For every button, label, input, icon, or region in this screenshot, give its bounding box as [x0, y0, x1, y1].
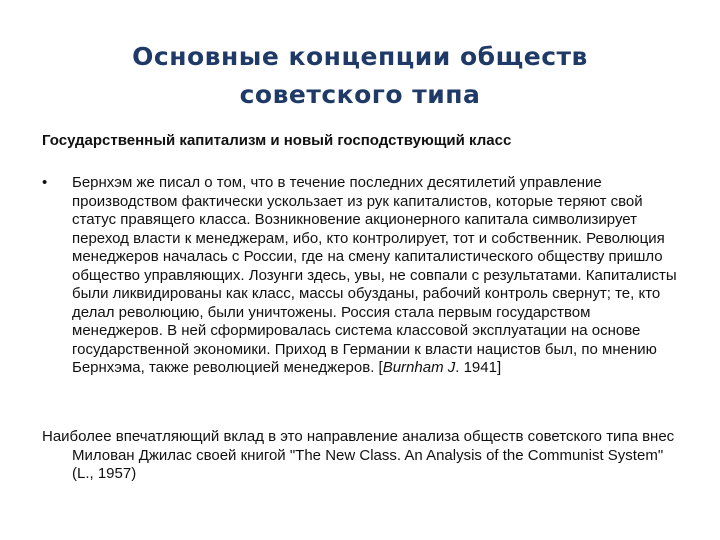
- title-line-1: Основные концепции обществ: [132, 42, 588, 71]
- title-line-2: советского типа: [239, 80, 481, 109]
- bullet-main-text: Бернхэм же писал о том, что в течение последних десятилетий управление производством фактически ускользает из рук капиталистов, которые теряют свой статус правящего класса. Возникновение акционерного капитала символизирует переход власти к менеджерам, ибо, кто контролирует, тот и собственник. Революция менеджеров началась с России, где на смену капиталистического обществу пришло общество управляющих. Лозунги здесь, увы, не совпали с результатами. Капиталисты были ликвидированы как класс, массы обузданы, рабочий контроль свернут; те, кто делал революцию, были уничтожены. Россия стала первым государством менеджеров. В ней сформировалась система классовой эксплуатации на основе государственной экономики. Приход в Германии к власти нацистов был, по мнению Бернхэма, также революцией менеджеров. [: [72, 174, 677, 376]
- slide-title: [40, 38, 680, 114]
- citation-tail: . 1941]: [455, 359, 502, 376]
- section-subtitle: Государственный капитализм и новый господствующий класс: [42, 132, 512, 149]
- bullet-item: [42, 174, 682, 378]
- bullet-text: [72, 174, 682, 378]
- closing-paragraph: Наиболее впечатляющий вклад в это направление анализа обществ советского типа внес Милован Джилас своей книгой "The New Class. An Analysis of the Communist System" (L., 1957): [42, 428, 675, 482]
- bullet-marker: •: [42, 174, 48, 191]
- bullet-list: [42, 174, 682, 378]
- citation-author: Burnham J: [382, 359, 456, 376]
